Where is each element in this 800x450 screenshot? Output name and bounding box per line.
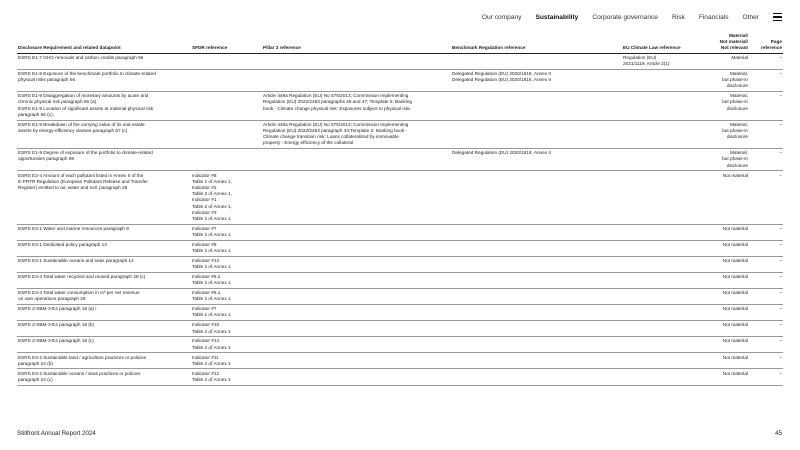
cell-sfdr: Indicator #8 Table 1 of Annex 1, Indicator #2 Table 2 of Annex 1, Indicator #1 Table 2 of Annex 1, Indicator #3 Table 2 of Annex 1 xyxy=(191,171,262,224)
cell-page-reference: – xyxy=(749,305,783,321)
cell-climate-law xyxy=(622,149,701,171)
nav-our-company[interactable]: Our company xyxy=(481,13,522,21)
cell-page-reference: – xyxy=(749,224,783,240)
cell-page-reference: – xyxy=(749,53,783,69)
cell-benchmark xyxy=(451,171,622,224)
header-pillar3: Pillar 3 reference xyxy=(262,33,451,53)
cell-disclosure: ESRS E1-9 Breakdown of the carrying value of its real estate assets by energy-efficiency classes paragraph 67 (c). xyxy=(17,120,191,149)
cell-pillar3 xyxy=(262,224,451,240)
cell-page-reference: – xyxy=(749,92,783,121)
nav-other[interactable]: Other xyxy=(742,13,759,21)
nav-corporate-governance[interactable]: Corporate governance xyxy=(592,13,658,21)
cell-pillar3 xyxy=(262,149,451,171)
table-row xyxy=(17,321,783,337)
cell-benchmark xyxy=(451,305,622,321)
cell-benchmark: Delegated Regulation (EU) 2020/1818, Annex II xyxy=(451,149,622,171)
header-sfdr: SFDR reference xyxy=(191,33,262,53)
cell-page-reference: – xyxy=(749,69,783,91)
cell-sfdr: Indicator #8 Table 2 of Annex 1 xyxy=(191,240,262,256)
cell-benchmark: Delegated Regulation (EU) 2020/1818, Annex II Delegated Regulation (EU) 2020/1816, Annex II xyxy=(451,69,622,91)
cell-pillar3 xyxy=(262,289,451,305)
table-row xyxy=(17,92,783,121)
table-header-row xyxy=(17,33,783,53)
cell-page-reference: – xyxy=(749,171,783,224)
nav-sustainability[interactable]: Sustainability xyxy=(535,13,579,21)
cell-climate-law xyxy=(622,305,701,321)
cell-materiality: Material xyxy=(701,53,749,69)
cell-page-reference: – xyxy=(749,289,783,305)
cell-sfdr xyxy=(191,149,262,171)
table-body xyxy=(17,53,783,385)
cell-sfdr xyxy=(191,92,262,121)
table-row xyxy=(17,224,783,240)
table-row xyxy=(17,289,783,305)
table-row xyxy=(17,69,783,91)
table-row xyxy=(17,337,783,353)
cell-sfdr xyxy=(191,53,262,69)
cell-benchmark xyxy=(451,224,622,240)
table-row xyxy=(17,369,783,385)
cell-pillar3 xyxy=(262,171,451,224)
cell-climate-law: Regulation (EU) 2021/1119, Article 2(1) xyxy=(622,53,701,69)
cell-sfdr xyxy=(191,120,262,149)
cell-climate-law xyxy=(622,92,701,121)
cell-materiality: Material, but phase-in disclosure xyxy=(701,120,749,149)
cell-benchmark xyxy=(451,240,622,256)
cell-materiality: Not material xyxy=(701,353,749,369)
cell-materiality: Material, but phase-in disclosure xyxy=(701,92,749,121)
cell-page-reference: – xyxy=(749,369,783,385)
cell-disclosure: ESRS E4-2 Sustainable oceans / seas practices or policies paragraph 24 (c) xyxy=(17,369,191,385)
cell-benchmark xyxy=(451,92,622,121)
cell-pillar3: Article 449a Regulation (EU) No 575/2013; Commission Implementing Regulation (EU) 2022/2453 paragraphs 46 and 47; Template 5: Banking book - Climate change physical risk: Exposures subject to physical risk. xyxy=(262,92,451,121)
cell-materiality: Material, but phase-in disclosure xyxy=(701,149,749,171)
cell-benchmark xyxy=(451,321,622,337)
table-row xyxy=(17,171,783,224)
cell-materiality: Material, but phase-in disclosure xyxy=(701,69,749,91)
cell-benchmark xyxy=(451,272,622,288)
cell-pillar3 xyxy=(262,69,451,91)
cell-materiality: Not material xyxy=(701,256,749,272)
cell-materiality: Not material xyxy=(701,321,749,337)
cell-benchmark xyxy=(451,289,622,305)
cell-pillar3 xyxy=(262,369,451,385)
cell-disclosure: ESRS E3-1 Dedicated policy paragraph 13 xyxy=(17,240,191,256)
cell-pillar3 xyxy=(262,256,451,272)
cell-disclosure: ESRS E1-9 Degree of exposure of the portfolio to climate-related opportunities paragraph 69 xyxy=(17,149,191,171)
cell-climate-law xyxy=(622,289,701,305)
cell-benchmark xyxy=(451,120,622,149)
cell-climate-law xyxy=(622,224,701,240)
cell-sfdr xyxy=(191,69,262,91)
cell-materiality: Not material xyxy=(701,289,749,305)
datapoints-table-container xyxy=(17,33,783,386)
cell-pillar3 xyxy=(262,337,451,353)
cell-page-reference: – xyxy=(749,149,783,171)
cell-disclosure: ESRS 2-SBM-3-E4 paragraph 16 (a) i xyxy=(17,305,191,321)
cell-sfdr: Indicator #12 Table 2 of Annex 1 xyxy=(191,369,262,385)
cell-pillar3 xyxy=(262,353,451,369)
cell-disclosure: ESRS E3-1 Water and marine resources paragraph 9 xyxy=(17,224,191,240)
cell-pillar3 xyxy=(262,53,451,69)
cell-materiality: Not material xyxy=(701,171,749,224)
cell-benchmark xyxy=(451,353,622,369)
cell-climate-law xyxy=(622,240,701,256)
cell-disclosure: ESRS 2-SBM-3-E4 paragraph 16 (b) xyxy=(17,321,191,337)
cell-materiality: Not material xyxy=(701,369,749,385)
footer-page-number: 45 xyxy=(775,430,782,437)
cell-materiality: Not material xyxy=(701,305,749,321)
cell-pillar3: Article 449a Regulation (EU) No 575/2013; Commission Implementing Regulation (EU) 2022/2453 paragraph 34;Template 2: Banking book - Climate change transition risk: Loans collateralized by immovable property - Energy efficiency of the collateral xyxy=(262,120,451,149)
cell-materiality: Not material xyxy=(701,272,749,288)
table-row xyxy=(17,272,783,288)
nav-risk[interactable]: Risk xyxy=(671,13,685,21)
table-row xyxy=(17,240,783,256)
cell-sfdr: Indicator #11 Table 2 of Annex 1 xyxy=(191,353,262,369)
cell-benchmark xyxy=(451,369,622,385)
cell-disclosure: ESRS E2-4 Amount of each pollutant listed in Annex II of the E-PRTR Regulation (European Pollutant Release and Transfer Register) emitted to air, water and soil, paragraph 28 xyxy=(17,171,191,224)
cell-climate-law xyxy=(622,369,701,385)
cell-disclosure: ESRS E3-4 Total water consumption in m³ per net revenue on own operations paragraph 29 xyxy=(17,289,191,305)
hamburger-menu-icon[interactable] xyxy=(773,13,782,21)
table-row xyxy=(17,120,783,149)
header-benchmark: Benchmark Regulation reference xyxy=(451,33,622,53)
cell-sfdr: Indicator #7 Table 1 of Annex 1 xyxy=(191,305,262,321)
cell-materiality: Not material xyxy=(701,224,749,240)
table-row xyxy=(17,305,783,321)
cell-pillar3 xyxy=(262,272,451,288)
cell-benchmark xyxy=(451,337,622,353)
cell-pillar3 xyxy=(262,321,451,337)
header-page-reference: Page reference xyxy=(749,33,783,53)
cell-sfdr: Indicator #12 Table 2 of Annex 1 xyxy=(191,256,262,272)
cell-climate-law xyxy=(622,120,701,149)
cell-pillar3 xyxy=(262,240,451,256)
header-climate-law: EU Climate Law reference xyxy=(622,33,701,53)
table-row xyxy=(17,149,783,171)
cell-disclosure: ESRS E3-1 Sustainable oceans and seas paragraph 14 xyxy=(17,256,191,272)
cell-climate-law xyxy=(622,337,701,353)
cell-page-reference: – xyxy=(749,337,783,353)
cell-disclosure: ESRS E1-9 Exposure of the benchmark portfolio to climate-related physical risks paragraph 66 xyxy=(17,69,191,91)
cell-disclosure: ESRS E3-4 Total water recycled and reused paragraph 28 (c) xyxy=(17,272,191,288)
cell-climate-law xyxy=(622,321,701,337)
cell-disclosure: ESRS 2-SBM-3-E4 paragraph 16 (c) xyxy=(17,337,191,353)
datapoints-table xyxy=(17,33,783,386)
cell-benchmark xyxy=(451,53,622,69)
cell-page-reference: – xyxy=(749,240,783,256)
table-row xyxy=(17,256,783,272)
cell-disclosure: ESRS E1-7 GHG removals and carbon credits paragraph 56 xyxy=(17,53,191,69)
cell-sfdr: Indicator #10 Table 2 of Annex 1 xyxy=(191,321,262,337)
cell-sfdr: Indicator #6.2 Table 2 of Annex 1 xyxy=(191,272,262,288)
cell-climate-law xyxy=(622,353,701,369)
cell-disclosure: ESRS E4-2 Sustainable land / agriculture practices or policies paragraph 24 (b) xyxy=(17,353,191,369)
cell-disclosure: ESRS E1-9 Disaggregation of monetary amounts by acute and chronic physical risk paragraph 66 (a) ESRS E1-9 Location of significant assets at material physical risk paragraph 66 (c). xyxy=(17,92,191,121)
top-navigation xyxy=(468,10,782,24)
cell-climate-law xyxy=(622,171,701,224)
cell-page-reference: – xyxy=(749,272,783,288)
footer-report-title: Stillfront Annual Report 2024 xyxy=(17,430,96,437)
cell-sfdr: Indicator #7 Table 2 of Annex 1 xyxy=(191,224,262,240)
cell-climate-law xyxy=(622,69,701,91)
cell-climate-law xyxy=(622,256,701,272)
cell-sfdr: Indicator #6.1 Table 2 of Annex 1 xyxy=(191,289,262,305)
cell-climate-law xyxy=(622,272,701,288)
cell-materiality: Not material xyxy=(701,240,749,256)
cell-materiality: Not material xyxy=(701,337,749,353)
cell-pillar3 xyxy=(262,305,451,321)
cell-sfdr: Indicator #14 Table 2 of Annex 1 xyxy=(191,337,262,353)
cell-page-reference: – xyxy=(749,256,783,272)
table-row xyxy=(17,53,783,69)
cell-page-reference: – xyxy=(749,321,783,337)
header-materiality: Material/ Not material/ Not relevant xyxy=(701,33,749,53)
header-disclosure: Disclosure Requirement and related datapoint xyxy=(17,33,191,53)
nav-financials[interactable]: Financials xyxy=(698,13,729,21)
cell-page-reference: – xyxy=(749,120,783,149)
table-row xyxy=(17,353,783,369)
cell-page-reference: – xyxy=(749,353,783,369)
cell-benchmark xyxy=(451,256,622,272)
